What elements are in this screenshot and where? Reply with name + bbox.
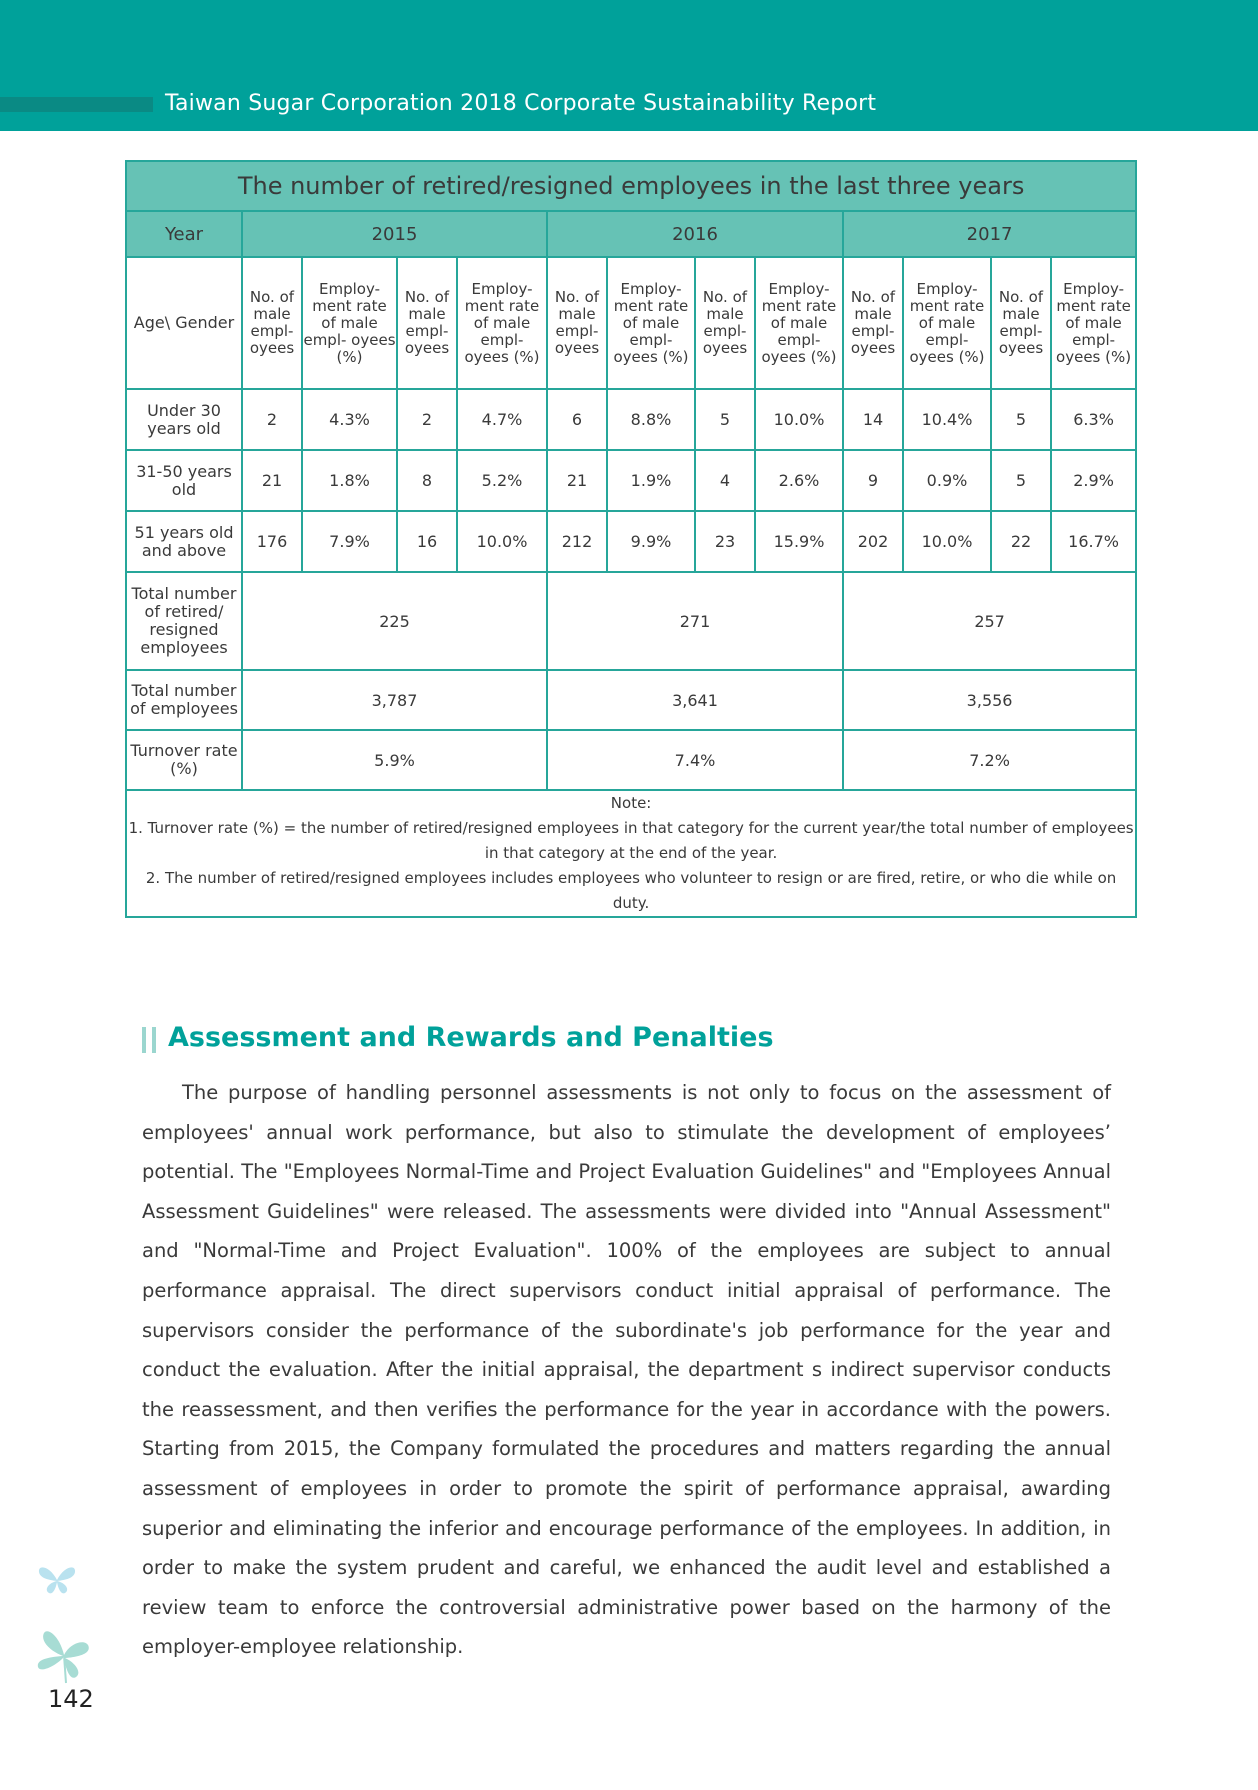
table-cell: 7.9%: [302, 511, 397, 572]
table-notes: [126, 790, 1136, 917]
row-label: 51 years old and above: [126, 511, 242, 572]
table-cell: 10.4%: [903, 389, 991, 450]
row-label: Total number of retired/ resigned employees: [126, 572, 242, 670]
row-label: Under 30 years old: [126, 389, 242, 450]
year-2016: 2016: [547, 211, 843, 257]
col-header: No. of male empl- oyees: [991, 257, 1051, 389]
col-header: Employ- ment rate of male empl- oyees (%): [607, 257, 695, 389]
table-cell: 5.9%: [242, 730, 547, 790]
table-cell: 2.6%: [755, 450, 843, 511]
table-title: The number of retired/resigned employees in the last three years: [126, 161, 1136, 211]
table-cell: 8.8%: [607, 389, 695, 450]
table-cell: 15.9%: [755, 511, 843, 572]
table-cell: 7.2%: [843, 730, 1136, 790]
col-header: No. of male empl- oyees: [843, 257, 903, 389]
table-cell: 2: [242, 389, 302, 450]
table-cell: 3,556: [843, 670, 1136, 730]
note-heading: Note:: [610, 794, 652, 812]
report-title: Taiwan Sugar Corporation 2018 Corporate Sustainability Report: [165, 91, 877, 116]
section-paragraph: The purpose of handling personnel assessments is not only to focus on the assessment of employees' annual work performance, but also to stimulate the development of employees’ potential. The "Employees Normal-Time and Project Evaluation Guidelines" and "Employees Annual Assessment Guidelines" were released. The assessments were divided into "Annual Assessment" and "Normal-Time and Project Evaluation". 100% of the employees are subject to annual performance appraisal. The direct supervisors conduct initial appraisal of performance. The supervisors consider the performance of the subordinate's job performance for the year and conduct the evaluation. After the initial appraisal, the department s indirect supervisor conducts the reassessment, and then verifies the performance for the year in accordance with the powers. Starting from 2015, the Company formulated the procedures and matters regarding the annual assessment of employees in order to promote the spirit of performance appraisal, awarding superior and eliminating the inferior and encourage performance of the employees. In addition, in order to make the system prudent and careful, we enhanced the audit level and established a review team to enforce the controversial administrative power based on the harmony of the employer-employee relationship.: [142, 1081, 1111, 1659]
table-cell: 4.7%: [457, 389, 547, 450]
col-header: Employ- ment rate of male empl- oyees (%): [755, 257, 843, 389]
table-cell: 271: [547, 572, 843, 670]
col-header: Employ- ment rate of male empl- oyees (%): [1051, 257, 1136, 389]
table-cell: 5.2%: [457, 450, 547, 511]
note-item: 1. Turnover rate (%) = the number of retired/resigned employees in that category for the current year/the total number of employees in that category at the end of the year.: [128, 819, 1134, 862]
table-cell: 9: [843, 450, 903, 511]
table-cell: 257: [843, 572, 1136, 670]
table-row: [126, 511, 1136, 572]
table-cell: 5: [991, 450, 1051, 511]
table-cell: 4: [695, 450, 755, 511]
table-cell: 212: [547, 511, 607, 572]
table-cell: 3,787: [242, 670, 547, 730]
total-employees-row: [126, 670, 1136, 730]
table-cell: 6: [547, 389, 607, 450]
col-header: No. of male empl- oyees: [397, 257, 457, 389]
table-cell: 10.0%: [457, 511, 547, 572]
page-number: 142: [48, 1685, 94, 1713]
table-cell: 8: [397, 450, 457, 511]
note-item: 2. The number of retired/resigned employees includes employees who volunteer to resign or are fired, retire, or who die while on duty.: [145, 869, 1117, 912]
col-header: Employ- ment rate of male empl- oyees (%): [302, 257, 397, 389]
header-accent-bar: [0, 97, 153, 112]
table-cell: 202: [843, 511, 903, 572]
table-cell: 3,641: [547, 670, 843, 730]
table-cell: 16.7%: [1051, 511, 1136, 572]
table-row: [126, 450, 1136, 511]
table-cell: 10.0%: [755, 389, 843, 450]
table-cell: 7.4%: [547, 730, 843, 790]
col-header: Employ- ment rate of male empl- oyees (%): [903, 257, 991, 389]
table-cell: 225: [242, 572, 547, 670]
table-cell: 0.9%: [903, 450, 991, 511]
table-cell: 16: [397, 511, 457, 572]
header-band: [0, 0, 1258, 131]
row-label: Turnover rate (%): [126, 730, 242, 790]
table-cell: 21: [242, 450, 302, 511]
table-cell: 6.3%: [1051, 389, 1136, 450]
year-2015: 2015: [242, 211, 547, 257]
table-row: [126, 389, 1136, 450]
year-2017: 2017: [843, 211, 1136, 257]
table-cell: 176: [242, 511, 302, 572]
table-cell: 2: [397, 389, 457, 450]
butterfly-icon: [36, 1562, 78, 1598]
butterfly-icon: [30, 1625, 96, 1685]
turnover-row: [126, 730, 1136, 790]
col-header: No. of male empl- oyees: [547, 257, 607, 389]
table-cell: 9.9%: [607, 511, 695, 572]
table-cell: 22: [991, 511, 1051, 572]
col-header: Employ- ment rate of male empl- oyees (%): [457, 257, 547, 389]
table-cell: 10.0%: [903, 511, 991, 572]
table-cell: 1.9%: [607, 450, 695, 511]
retired-employees-table: [125, 160, 1137, 918]
section-title: Assessment and Rewards and Penalties: [168, 1022, 774, 1053]
row-label: 31-50 years old: [126, 450, 242, 511]
table-cell: 2.9%: [1051, 450, 1136, 511]
table-cell: 21: [547, 450, 607, 511]
table-cell: 5: [695, 389, 755, 450]
table-cell: 23: [695, 511, 755, 572]
total-retired-row: [126, 572, 1136, 670]
col-header: No. of male empl- oyees: [242, 257, 302, 389]
row-label: Total number of employees: [126, 670, 242, 730]
year-label: Year: [126, 211, 242, 257]
age-gender-label: Age\ Gender: [126, 257, 242, 389]
col-header: No. of male empl- oyees: [695, 257, 755, 389]
table-cell: 4.3%: [302, 389, 397, 450]
table-cell: 5: [991, 389, 1051, 450]
table-cell: 1.8%: [302, 450, 397, 511]
table-cell: 14: [843, 389, 903, 450]
section-marker-icon: [142, 1027, 156, 1053]
